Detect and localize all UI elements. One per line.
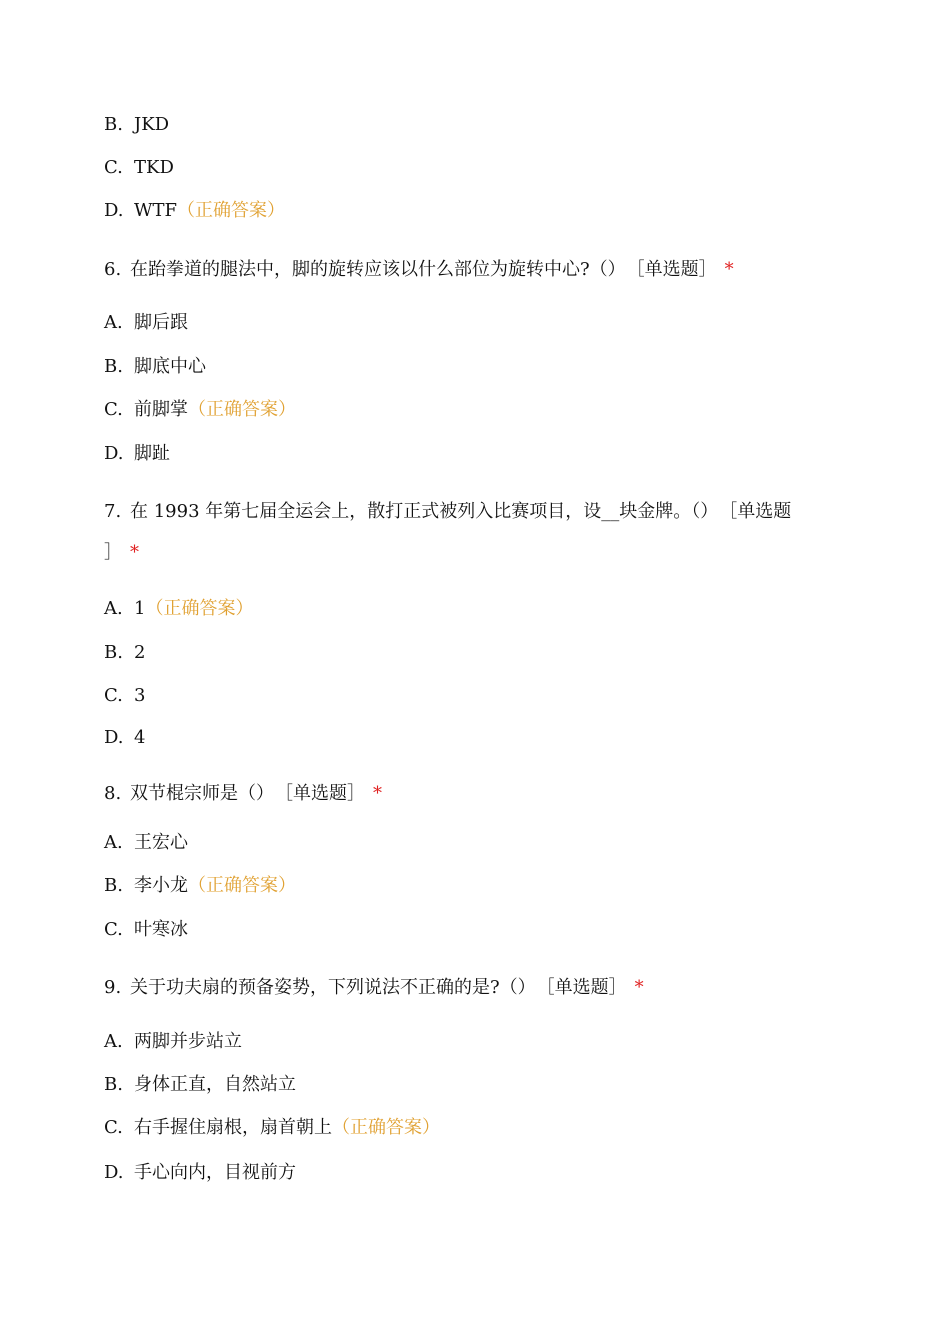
option-letter: C. <box>104 685 123 706</box>
option-text: 脚趾 <box>134 443 170 464</box>
question-type-tag: ［单选题］ <box>635 259 717 280</box>
question-number: 7. <box>104 501 122 522</box>
correct-answer-label: （正确答案） <box>145 598 254 619</box>
option-letter: B. <box>104 114 123 135</box>
question-9 <box>104 976 644 1000</box>
correct-answer-label: （正确答案） <box>188 399 296 420</box>
question-number: 6. <box>104 259 122 280</box>
required-mark: * <box>634 977 644 998</box>
option-text: 王宏心 <box>134 832 188 853</box>
question-type-tag: ［单选题 <box>728 501 792 522</box>
q7-option-c <box>104 684 145 708</box>
required-mark: * <box>724 259 734 280</box>
q6-option-c <box>104 398 296 422</box>
q6-option-a <box>104 311 188 335</box>
q7-option-a <box>104 597 253 621</box>
correct-answer-label: （正确答案） <box>332 1117 440 1138</box>
option-text: 两脚并步站立 <box>134 1031 242 1052</box>
question-text: 在跆拳道的腿法中，脚的旋转应该以什么部位为旋转中心?（） <box>130 259 626 280</box>
option-letter: B. <box>104 1074 123 1095</box>
required-mark: * <box>130 542 139 563</box>
question-type-tag: ［单选题］ <box>545 977 627 998</box>
option-text: 身体正直，自然站立 <box>134 1074 296 1095</box>
option-text: 李小龙 <box>134 875 188 896</box>
option-text: 前脚掌 <box>134 399 188 420</box>
q9-option-a <box>104 1030 242 1054</box>
q5-option-d <box>104 199 285 223</box>
question-7 <box>104 500 791 524</box>
option-letter: D. <box>104 200 124 221</box>
correct-answer-label: （正确答案） <box>177 200 285 221</box>
option-letter: A. <box>104 312 123 333</box>
question-text: 关于功夫扇的预备姿势，下列说法不正确的是?（） <box>130 977 536 998</box>
question-type-tag: ［单选题］ <box>284 783 365 804</box>
q6-option-d <box>104 442 170 466</box>
q7-option-b <box>104 641 145 665</box>
option-letter: A. <box>104 832 123 853</box>
option-letter: C. <box>104 399 123 420</box>
option-letter: C. <box>104 919 123 940</box>
option-letter: A. <box>104 1031 123 1052</box>
question-text: 双节棍宗师是（） <box>130 783 274 804</box>
q9-option-c <box>104 1116 440 1140</box>
option-text: 右手握住扇根，扇首朝上 <box>134 1117 332 1138</box>
option-text: 3 <box>134 685 146 706</box>
question-text: 在 1993 年第七届全运会上，散打正式被列入比赛项目，设__块金牌。（） <box>130 501 719 522</box>
option-text: 1 <box>134 598 146 619</box>
option-letter: C. <box>104 157 123 178</box>
option-text: JKD <box>134 114 170 135</box>
q9-option-b <box>104 1073 296 1097</box>
option-text: 手心向内，目视前方 <box>134 1162 296 1183</box>
question-number: 9. <box>104 977 122 998</box>
option-letter: B. <box>104 356 123 377</box>
option-letter: C. <box>104 1117 123 1138</box>
option-text: 脚底中心 <box>134 356 206 377</box>
q6-option-b <box>104 355 206 379</box>
q9-option-d <box>104 1161 296 1185</box>
option-letter: B. <box>104 642 123 663</box>
option-letter: D. <box>104 727 124 748</box>
option-letter: B. <box>104 875 123 896</box>
question-8 <box>104 782 382 806</box>
option-text: 叶寒冰 <box>134 919 188 940</box>
question-6 <box>104 258 734 282</box>
required-mark: * <box>373 783 382 804</box>
q5-option-b <box>104 113 169 137</box>
option-text: TKD <box>134 157 174 178</box>
question-type-tag-close: ］ <box>104 542 122 563</box>
q8-option-b <box>104 874 296 898</box>
correct-answer-label: （正确答案） <box>188 875 296 896</box>
option-text: 4 <box>134 727 146 748</box>
option-letter: D. <box>104 443 124 464</box>
option-text: 脚后跟 <box>134 312 188 333</box>
option-text: 2 <box>134 642 146 663</box>
q8-option-c <box>104 918 188 942</box>
q5-option-c <box>104 156 174 180</box>
q8-option-a <box>104 831 188 855</box>
question-7-continued <box>104 541 139 565</box>
option-text: WTF <box>134 200 177 221</box>
option-letter: A. <box>104 598 123 619</box>
q7-option-d <box>104 726 145 750</box>
option-letter: D. <box>104 1162 124 1183</box>
question-number: 8. <box>104 783 122 804</box>
